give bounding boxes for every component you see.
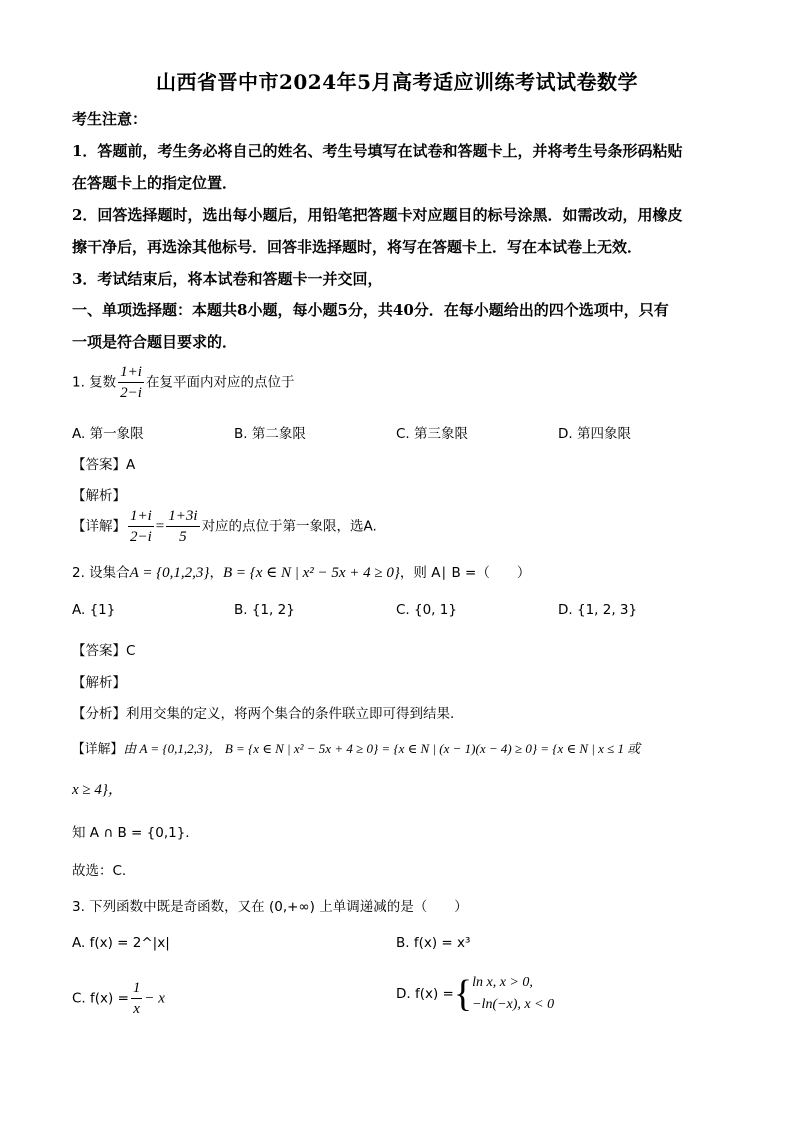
question-3-option-d-case-2: −ln(−x), x < 0: [472, 997, 555, 1012]
question-2-conclusion: 故选：C.: [72, 863, 127, 879]
question-1-option-a: A. 第一象限: [72, 426, 144, 442]
question-2-answer-tag: 【答案】: [72, 643, 126, 659]
section-1-heading-line-2: 一项是符合题目要求的．: [72, 333, 238, 351]
question-2-detail-line-1: [72, 738, 640, 757]
question-2-option-d: D. {1, 2, 3}: [558, 602, 638, 618]
question-3-option-c-fraction: [131, 978, 143, 1019]
section-1-heading-line-1: 一、单项选择题：本题共8小题，每小题5分，共40分．在每小题给出的四个选项中，只有: [72, 301, 669, 319]
question-1-detail: [72, 506, 377, 547]
question-3-option-c: [72, 978, 165, 1019]
question-1-detail-lhs-numerator: 1+i: [128, 506, 154, 527]
question-3-stem: 3. 下列函数中既是奇函数，又在 (0,+∞) 上单调递减的是（ ）: [72, 899, 468, 915]
question-2-stem: [72, 561, 530, 582]
question-3-option-c-denominator: x: [133, 1001, 140, 1017]
question-2-suffix: ，则 A∣ B =（ ）: [399, 565, 531, 581]
question-2-comma: ，: [209, 565, 223, 581]
notice-item-1-line-2: 在答题卡上的指定位置．: [72, 174, 238, 192]
question-1-detail-rhs-numerator: 1+3i: [166, 506, 199, 527]
question-1-answer-tag: 【答案】: [72, 457, 126, 473]
question-1-stem: [72, 362, 294, 403]
question-3-option-b: B. f(x) = x³: [396, 935, 471, 951]
question-2-answer-value: C: [126, 643, 136, 659]
question-2-set-a: A = {0,1,2,3}: [129, 565, 210, 581]
question-2-detail-line-1-text: 由 A = {0,1,2,3}， B = {x ∈ N | x² − 5x + 4 ≥ 0} = {x ∈ N | (x − 1)(x − 4) ≥ 0} = {x ∈ N | x ≤ 1 或: [123, 741, 641, 756]
left-brace-icon: {: [453, 973, 473, 1015]
question-2-fenxi-text: 利用交集的定义，将两个集合的条件联立即可得到结果.: [126, 706, 455, 722]
question-1-detail-text: 对应的点位于第一象限，选A.: [201, 518, 377, 535]
notice-heading: 考生注意：: [72, 110, 148, 128]
question-2-fenxi: [72, 702, 454, 722]
question-3-option-d: [396, 972, 554, 1016]
question-1-detail-rhs-denominator: 5: [179, 529, 187, 545]
question-1-prefix: 1. 复数: [72, 374, 117, 391]
question-2-detail-line-3: 知 A ∩ B = {0,1}.: [72, 825, 190, 841]
question-3-option-a: A. f(x) = 2^|x|: [72, 935, 170, 951]
page-title: 山西省晋中市2024年5月高考适应训练考试试卷数学: [155, 70, 639, 94]
notice-item-2-line-1: 2．回答选择题时，选出每小题后，用铅笔把答题卡对应题目的标号涂黑．如需改动，用橡皮: [72, 206, 683, 224]
question-1-detail-equals: =: [155, 518, 165, 535]
question-1-detail-tag: 【详解】: [72, 518, 126, 535]
question-1-option-b: B. 第二象限: [234, 426, 306, 442]
question-2-analysis-tag: 【解析】: [72, 675, 126, 691]
notice-item-1-line-1: 1．答题前，考生务必将自己的姓名、考生号填写在试卷和答题卡上，并将考生号条形码粘贴: [72, 142, 683, 160]
question-3-option-c-suffix: − x: [144, 990, 165, 1007]
question-1-fraction: [118, 362, 144, 403]
question-1-option-d: D. 第四象限: [558, 426, 631, 442]
question-2-answer: [72, 639, 135, 659]
question-1-analysis-tag: 【解析】: [72, 488, 126, 504]
question-1-option-c: C. 第三象限: [396, 426, 469, 442]
notice-item-3: 3．考试结束后，将本试卷和答题卡一并交回，: [72, 270, 383, 288]
notice-item-2-line-2: 擦干净后，再选涂其他标号．回答非选择题时，将写在答题卡上．写在本试卷上无效．: [72, 238, 643, 256]
question-1-fraction-numerator: 1+i: [118, 362, 144, 383]
question-2-option-c: C. {0, 1}: [396, 602, 457, 618]
question-2-prefix: 2. 设集合: [72, 565, 130, 581]
question-2-set-b: B = {x ∈ N | x² − 5x + 4 ≥ 0}: [222, 565, 400, 581]
question-2-option-b: B. {1, 2}: [234, 602, 295, 618]
question-1-answer: [72, 453, 135, 473]
question-3-option-d-case-1: ln x, x > 0,: [472, 975, 533, 990]
question-3-option-d-cases: [472, 972, 554, 1016]
question-2-detail-tag: 【详解】: [72, 742, 124, 757]
question-3-option-d-prefix: D. f(x) =: [396, 986, 454, 1002]
question-2-detail-line-2: x ≥ 4}，: [72, 782, 123, 798]
question-1-fraction-denominator: 2−i: [120, 385, 142, 401]
question-2-option-a: A. {1}: [72, 602, 116, 618]
question-1-answer-value: A: [126, 457, 136, 473]
question-3-option-c-prefix: C. f(x) =: [72, 990, 129, 1007]
question-1-detail-lhs-denominator: 2−i: [130, 529, 152, 545]
question-3-option-c-numerator: 1: [131, 978, 143, 999]
question-1-detail-rhs: [166, 506, 199, 547]
question-1-suffix: 在复平面内对应的点位于: [145, 374, 295, 391]
question-2-fenxi-tag: 【分析】: [72, 706, 126, 722]
question-1-detail-lhs: [128, 506, 154, 547]
